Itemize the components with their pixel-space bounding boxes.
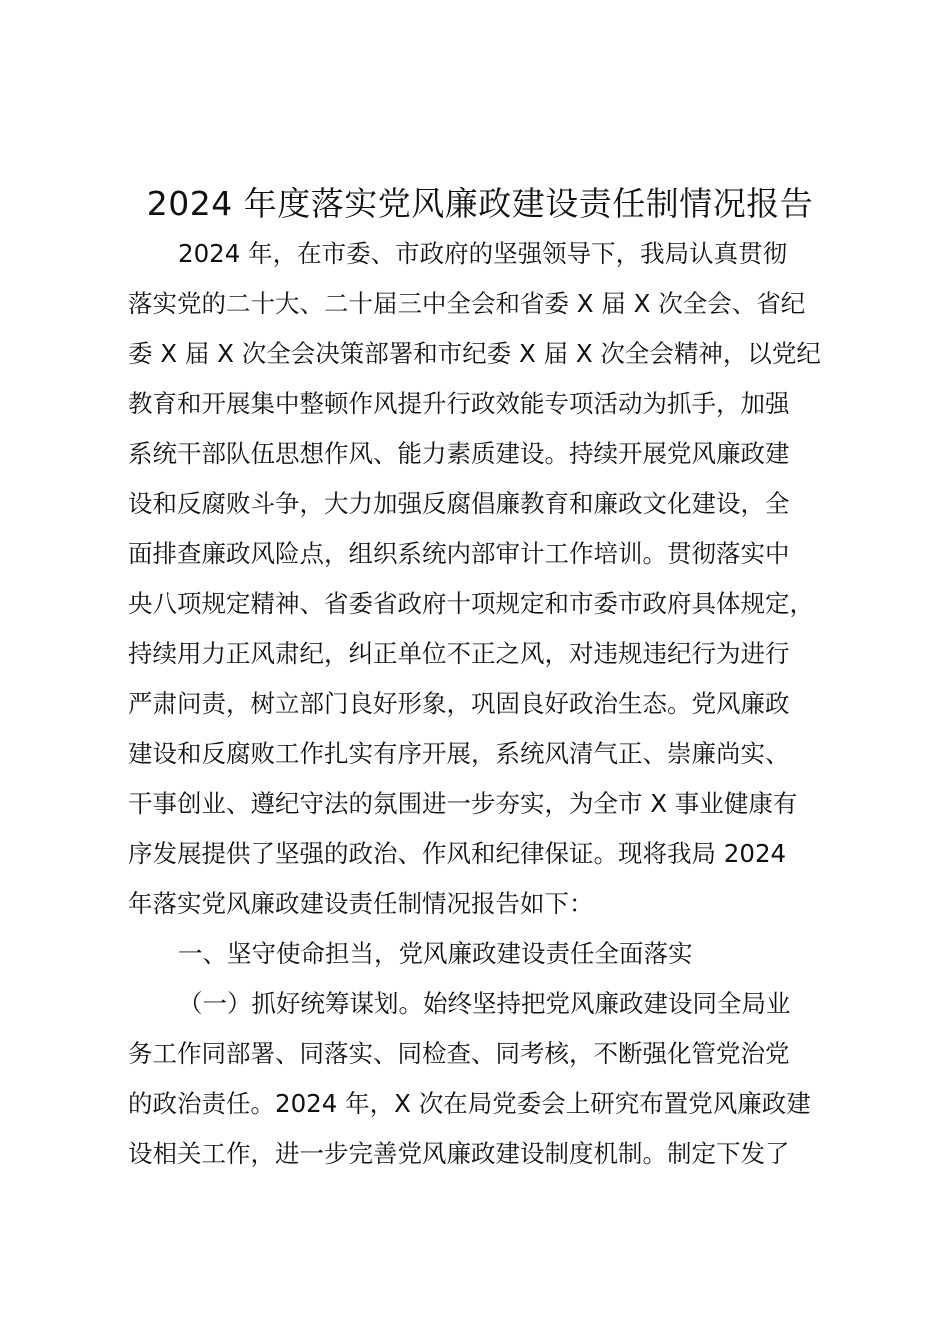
paragraph-line: 严肃问责，树立部门良好形象，巩固良好政治生态。党风廉政 <box>128 689 790 718</box>
paragraph-line: 年落实党风廉政建设责任制情况报告如下： <box>128 889 594 918</box>
section-heading: 一、坚守使命担当，党风廉政建设责任全面落实 <box>178 939 693 968</box>
paragraph-line: 落实党的二十大、二十届三中全会和省委 X 届 X 次全会、省纪 <box>128 289 806 318</box>
paragraph-line: 2024 年，在市委、市政府的坚强领导下，我局认真贯彻 <box>178 239 788 268</box>
paragraph-line: 的政治责任。2024 年，X 次在局党委会上研究布置党风廉政建 <box>128 1089 811 1118</box>
document-title: 2024 年度落实党风廉政建设责任制情况报告 <box>146 184 814 223</box>
paragraph-line: 面排查廉政风险点，组织系统内部审计工作培训。贯彻落实中 <box>128 539 790 568</box>
paragraph-line: （一）抓好统筹谋划。始终坚持把党风廉政建设同全局业 <box>178 989 791 1018</box>
paragraph-line: 干事创业、遵纪守法的氛围进一步夯实，为全市 X 事业健康有 <box>128 789 798 818</box>
paragraph-line: 央八项规定精神、省委省政府十项规定和市委市政府具体规定， <box>128 589 814 618</box>
paragraph-line: 教育和开展集中整顿作风提升行政效能专项活动为抓手，加强 <box>128 389 790 418</box>
paragraph-line: 设和反腐败斗争，大力加强反腐倡廉教育和廉政文化建设，全 <box>128 489 790 518</box>
paragraph-line: 序发展提供了坚强的政治、作风和纪律保证。现将我局 2024 <box>128 839 787 868</box>
paragraph-line: 委 X 届 X 次全会决策部署和市纪委 X 届 X 次全会精神，以党纪 <box>128 339 821 368</box>
paragraph-line: 务工作同部署、同落实、同检查、同考核，不断强化管党治党 <box>128 1039 790 1068</box>
paragraph-line: 系统干部队伍思想作风、能力素质建设。持续开展党风廉政建 <box>128 439 790 468</box>
paragraph-line: 持续用力正风肃纪，纠正单位不正之风，对违规违纪行为进行 <box>128 639 790 668</box>
paragraph-line: 建设和反腐败工作扎实有序开展，系统风清气正、崇廉尚实、 <box>128 739 790 768</box>
paragraph-line: 设相关工作，进一步完善党风廉政建设制度机制。制定下发了 <box>128 1139 790 1168</box>
